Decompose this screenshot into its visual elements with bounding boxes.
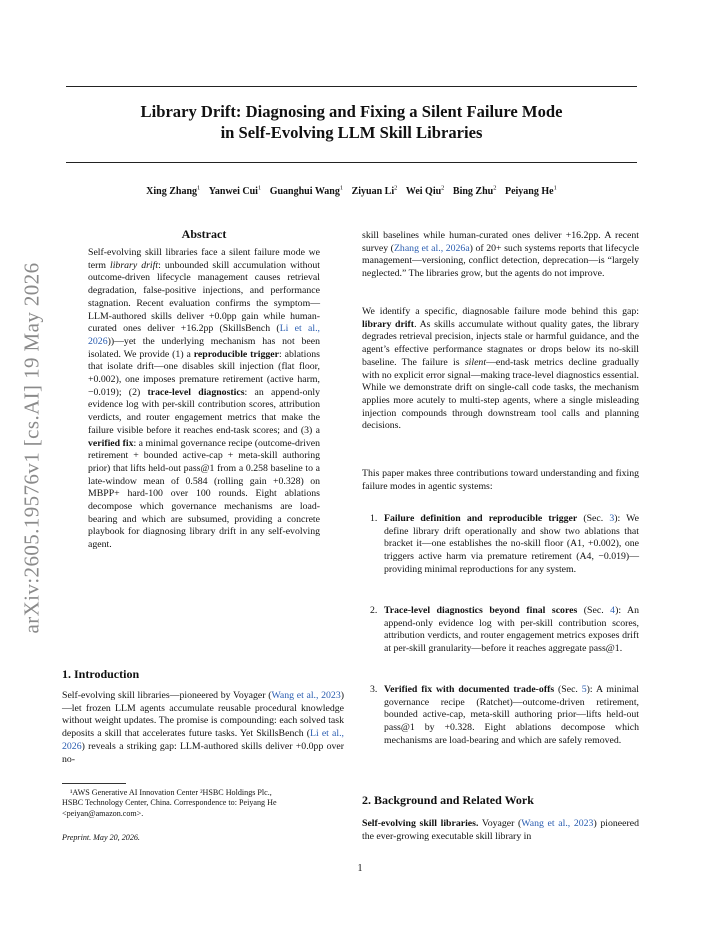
contribution-item-3: Verified fix with documented trade-offs (Sec. 5): A minimal governance recipe (Ratchet)—outcome-driven retirement, bounded active-cap, meta-skill authoring prior—lifts held-out pass@1 by +0.328. Eight ablations decompose which mechanisms are load-bearing and which are safely removed. [384, 684, 640, 746]
contribution-item-2: Trace-level diagnostics beyond final scores (Sec. 4): An append-only evidence log with per-skill contribution scores, attribution verdicts, and router engagement metrics exposes drift at per-skill granularity—before it reaches aggregate pass@1. [384, 605, 639, 655]
contributions-intro: This paper makes three contributions toward understanding and fixing failure modes in agentic systems: [362, 468, 639, 492]
footnote-rule [62, 783, 126, 784]
author: Peiyang He$^1$ [504, 185, 557, 198]
author: Yanwei Cui$^1$ [208, 185, 262, 198]
background-paragraph: Self-evolving skill libraries. Voyager (Wang et al., 2023) pioneered the ever-growing executable skill library in [362, 818, 640, 842]
list-number: 3. [370, 684, 378, 695]
author-list [66, 185, 637, 197]
intro-heading: 1. Introduction [62, 667, 140, 681]
author: Bing Zhu$^2$ [452, 185, 497, 198]
author: Ziyuan Li$^2$ [351, 185, 398, 198]
list-number: 1. [370, 513, 378, 524]
intro-paragraph: Self-evolving skill libraries—pioneered by Voyager (Wang et al., 2023)—let frozen LLM agents accumulate reusable procedural knowledge without weight updates. The promise is compounding: each solved task deposits a skill that accelerates future tasks. Yet SkillsBench (Li et al., 2026) reveals a striking gap: LLM-authored skills deliver +0.0pp over no- [62, 690, 344, 765]
author: Guanghui Wang$^1$ [269, 185, 344, 198]
title-line-2: in Self-Evolving LLM Skill Libraries [220, 123, 483, 142]
title-bottom-rule [66, 162, 637, 163]
contribution-item-1: Failure definition and reproducible trigger (Sec. 3): We define library drift operationally and show two ablations that bracket it—one establishes the no-skill floor (A1, +0.002), one triggers active harm via premature retirement (A4, −0.019)—providing minimal reproductions for any system. [384, 513, 639, 575]
author: Xing Zhang$^1$ [146, 185, 201, 198]
arxiv-sidebar [7, 263, 57, 633]
abstract-heading: Abstract [181, 227, 227, 241]
author: Wei Qiu$^2$ [405, 185, 445, 198]
section-2-heading: 2. Background and Related Work [362, 793, 534, 807]
title-line-1: Library Drift: Diagnosing and Fixing a Silent Failure Mode [140, 102, 563, 121]
page-number: 1 [357, 863, 363, 874]
list-number: 2. [370, 605, 378, 616]
abstract-body: Self-evolving skill libraries face a silent failure mode we term library drift: unbounded skill accumulation without outcome-driven lifecycle management causes retrieval degradation, false-positive injections, and performance stagnation. Recent evaluation confirms the symptom—LLM-authored skills deliver +0.0pp gain while human-curated ones deliver +16.2pp (SkillsBench (Li et al., 2026))—yet the underlying mechanism has not been isolated. We provide (1) a reproducible trigger: ablations that isolate drift—one disables skill injection (flat floor, +0.002), one imposes premature retirement (active harm, −0.019); (2) trace-level diagnostics: an append-only evidence log with per-skill contribution scores, attribution verdicts, and router engagement metrics that make the failure visible before it reaches end-task scores; and (3) a verified fix: a minimal governance recipe (outcome-driven retirement + bounded active-cap + meta-skill authoring prior) that lifts held-out pass@1 from a 0.258 baseline to a late-window mean of 0.584 (rolling gain +0.328) on MBPP+ hard-100 over 100 rounds. Eight ablations decompose which governance mechanisms are load-bearing and which are subsumed, providing a concrete playbook for diagnosing library drift in any self-evolving agent. [88, 247, 321, 551]
affiliation-footnote: ¹AWS Generative AI Innovation Center ²HSBC Holdings Plc., HSBC Technology Center, China. Correspondence to: Peiyang He <peiyan@amazon.com>. [62, 788, 277, 818]
paper-title [66, 101, 637, 143]
intro-paragraph-2: We identify a specific, diagnosable failure mode behind this gap: library drift. As skills accumulate without quality gates, the library degrades retrieval precision, injects stale or harmful guidance, and the agent’s effective performance stagnates or drops below its no-skill baseline. The failure is silent—end-task metrics decline gradually with no explicit error signal—making trace-level diagnostics essential. While we demonstrate drift on single-call code tasks, the mechanism applies more acutely to multi-step agents, where a single misleading injection compounds through downstream tool calls and planning decisions. [362, 306, 640, 432]
preprint-note: Preprint. May 20, 2026. [62, 833, 140, 842]
arxiv-identifier: arXiv:2605.19576v1 [cs.AI] 19 May 2026 [19, 262, 44, 634]
top-rule [66, 86, 637, 87]
intro-continuation: skill baselines while human-curated ones deliver +16.2pp. A recent survey (Zhang et al., 2026a) of 20+ such systems reports that lifecycle management—versioning, conflict detection, deprecation—is “largely neglected.” The libraries grow, but the agents do not improve. [362, 230, 639, 280]
